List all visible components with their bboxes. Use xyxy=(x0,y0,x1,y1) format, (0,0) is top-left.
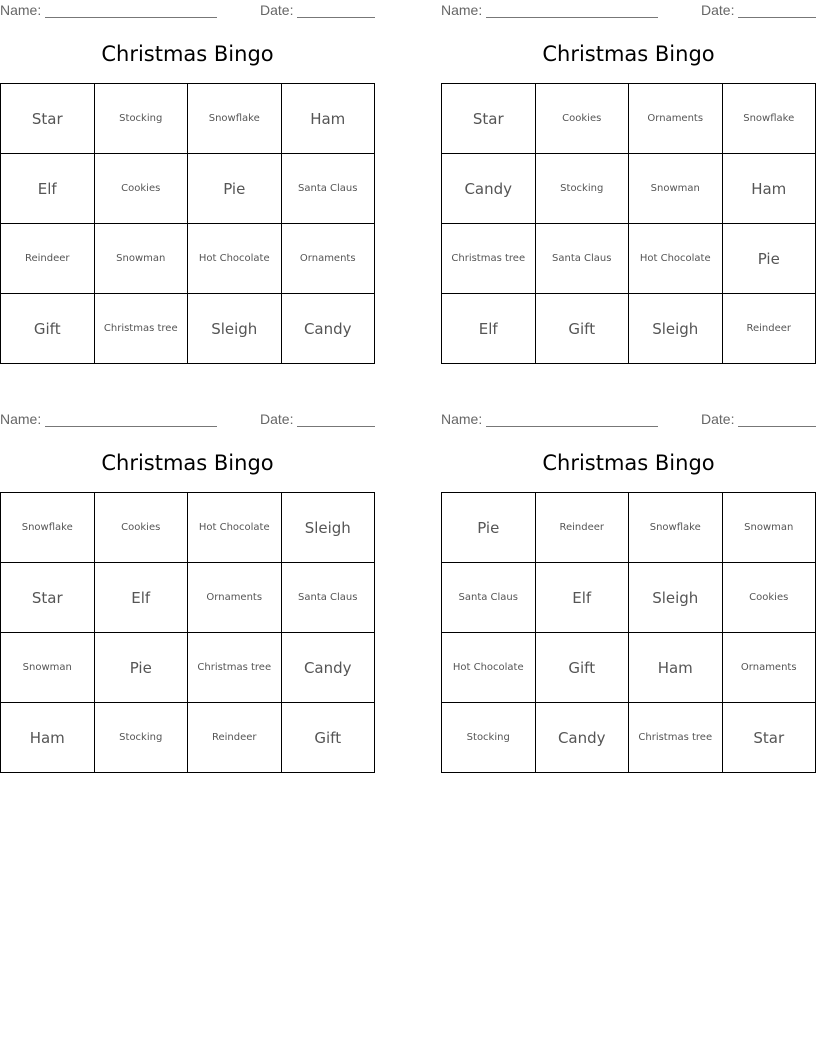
date-field-line[interactable] xyxy=(738,17,816,18)
bingo-cell[interactable]: Elf xyxy=(95,563,189,633)
name-field-line[interactable] xyxy=(45,17,217,18)
bingo-grid xyxy=(0,492,375,773)
bingo-cell[interactable]: Star xyxy=(1,84,95,154)
bingo-cell[interactable]: Sleigh xyxy=(629,294,723,364)
name-label: Name: xyxy=(0,2,42,18)
bingo-cell[interactable]: Candy xyxy=(282,633,376,703)
bingo-cell[interactable]: Snowman xyxy=(723,493,816,563)
bingo-cell[interactable]: Reindeer xyxy=(188,703,282,773)
bingo-cell[interactable]: Sleigh xyxy=(188,294,282,364)
bingo-grid xyxy=(441,83,816,364)
date-field-line[interactable] xyxy=(297,17,375,18)
bingo-cell[interactable]: Gift xyxy=(536,633,630,703)
bingo-cell[interactable]: Ham xyxy=(629,633,723,703)
bingo-cell[interactable]: Elf xyxy=(442,294,536,364)
bingo-cell[interactable]: Elf xyxy=(1,154,95,224)
bingo-cell[interactable]: Snowflake xyxy=(1,493,95,563)
bingo-cell[interactable]: Pie xyxy=(188,154,282,224)
date-label: Date: xyxy=(701,2,735,18)
name-label: Name: xyxy=(441,411,483,427)
bingo-cell[interactable]: Reindeer xyxy=(723,294,816,364)
name-field-line[interactable] xyxy=(45,426,217,427)
date-label: Date: xyxy=(260,2,294,18)
bingo-cell[interactable]: Reindeer xyxy=(536,493,630,563)
bingo-cell[interactable]: Stocking xyxy=(536,154,630,224)
bingo-cell[interactable]: Ham xyxy=(282,84,376,154)
bingo-cell[interactable]: Stocking xyxy=(95,703,189,773)
name-field-line[interactable] xyxy=(486,426,658,427)
bingo-cell[interactable]: Santa Claus xyxy=(536,224,630,294)
bingo-cell[interactable]: Snowflake xyxy=(188,84,282,154)
bingo-cell[interactable]: Candy xyxy=(442,154,536,224)
card-title: Christmas Bingo xyxy=(101,42,274,66)
bingo-cell[interactable]: Pie xyxy=(723,224,816,294)
card-title: Christmas Bingo xyxy=(101,451,274,475)
card-title: Christmas Bingo xyxy=(542,42,715,66)
date-label: Date: xyxy=(701,411,735,427)
bingo-cell[interactable]: Stocking xyxy=(95,84,189,154)
bingo-cell[interactable]: Santa Claus xyxy=(282,563,376,633)
card-title: Christmas Bingo xyxy=(542,451,715,475)
bingo-cell[interactable]: Christmas tree xyxy=(188,633,282,703)
bingo-cell[interactable]: Star xyxy=(1,563,95,633)
bingo-cell[interactable]: Santa Claus xyxy=(442,563,536,633)
bingo-cell[interactable]: Ornaments xyxy=(282,224,376,294)
bingo-cell[interactable]: Ornaments xyxy=(629,84,723,154)
bingo-grid xyxy=(441,492,816,773)
bingo-cell[interactable]: Cookies xyxy=(536,84,630,154)
bingo-cell[interactable]: Candy xyxy=(536,703,630,773)
bingo-cell[interactable]: Christmas tree xyxy=(442,224,536,294)
bingo-card xyxy=(0,409,375,773)
bingo-card xyxy=(441,0,816,364)
bingo-cell[interactable]: Snowflake xyxy=(629,493,723,563)
name-label: Name: xyxy=(0,411,42,427)
bingo-cell[interactable]: Snowman xyxy=(629,154,723,224)
bingo-cell[interactable]: Snowman xyxy=(95,224,189,294)
bingo-cell[interactable]: Cookies xyxy=(723,563,816,633)
bingo-cell[interactable]: Snowman xyxy=(1,633,95,703)
date-field-line[interactable] xyxy=(297,426,375,427)
name-field-line[interactable] xyxy=(486,17,658,18)
bingo-cell[interactable]: Pie xyxy=(442,493,536,563)
bingo-cell[interactable]: Snowflake xyxy=(723,84,816,154)
bingo-card xyxy=(441,409,816,773)
bingo-cell[interactable]: Pie xyxy=(95,633,189,703)
bingo-cell[interactable]: Star xyxy=(723,703,816,773)
bingo-cell[interactable]: Stocking xyxy=(442,703,536,773)
bingo-cell[interactable]: Hot Chocolate xyxy=(188,493,282,563)
bingo-cell[interactable]: Sleigh xyxy=(629,563,723,633)
bingo-cell[interactable]: Gift xyxy=(1,294,95,364)
bingo-cell[interactable]: Reindeer xyxy=(1,224,95,294)
bingo-grid xyxy=(0,83,375,364)
name-label: Name: xyxy=(441,2,483,18)
bingo-card xyxy=(0,0,375,364)
bingo-cell[interactable]: Santa Claus xyxy=(282,154,376,224)
bingo-cell[interactable]: Gift xyxy=(536,294,630,364)
bingo-cell[interactable]: Ham xyxy=(1,703,95,773)
bingo-cell[interactable]: Star xyxy=(442,84,536,154)
bingo-cell[interactable]: Ornaments xyxy=(723,633,816,703)
bingo-cell[interactable]: Cookies xyxy=(95,154,189,224)
date-field-line[interactable] xyxy=(738,426,816,427)
bingo-cell[interactable]: Gift xyxy=(282,703,376,773)
bingo-cell[interactable]: Hot Chocolate xyxy=(188,224,282,294)
bingo-cell[interactable]: Sleigh xyxy=(282,493,376,563)
bingo-cell[interactable]: Christmas tree xyxy=(629,703,723,773)
bingo-cell[interactable]: Hot Chocolate xyxy=(629,224,723,294)
date-label: Date: xyxy=(260,411,294,427)
bingo-cell[interactable]: Elf xyxy=(536,563,630,633)
bingo-cell[interactable]: Ornaments xyxy=(188,563,282,633)
bingo-cell[interactable]: Hot Chocolate xyxy=(442,633,536,703)
bingo-cell[interactable]: Candy xyxy=(282,294,376,364)
bingo-cell[interactable]: Cookies xyxy=(95,493,189,563)
bingo-cell[interactable]: Christmas tree xyxy=(95,294,189,364)
bingo-cell[interactable]: Ham xyxy=(723,154,816,224)
